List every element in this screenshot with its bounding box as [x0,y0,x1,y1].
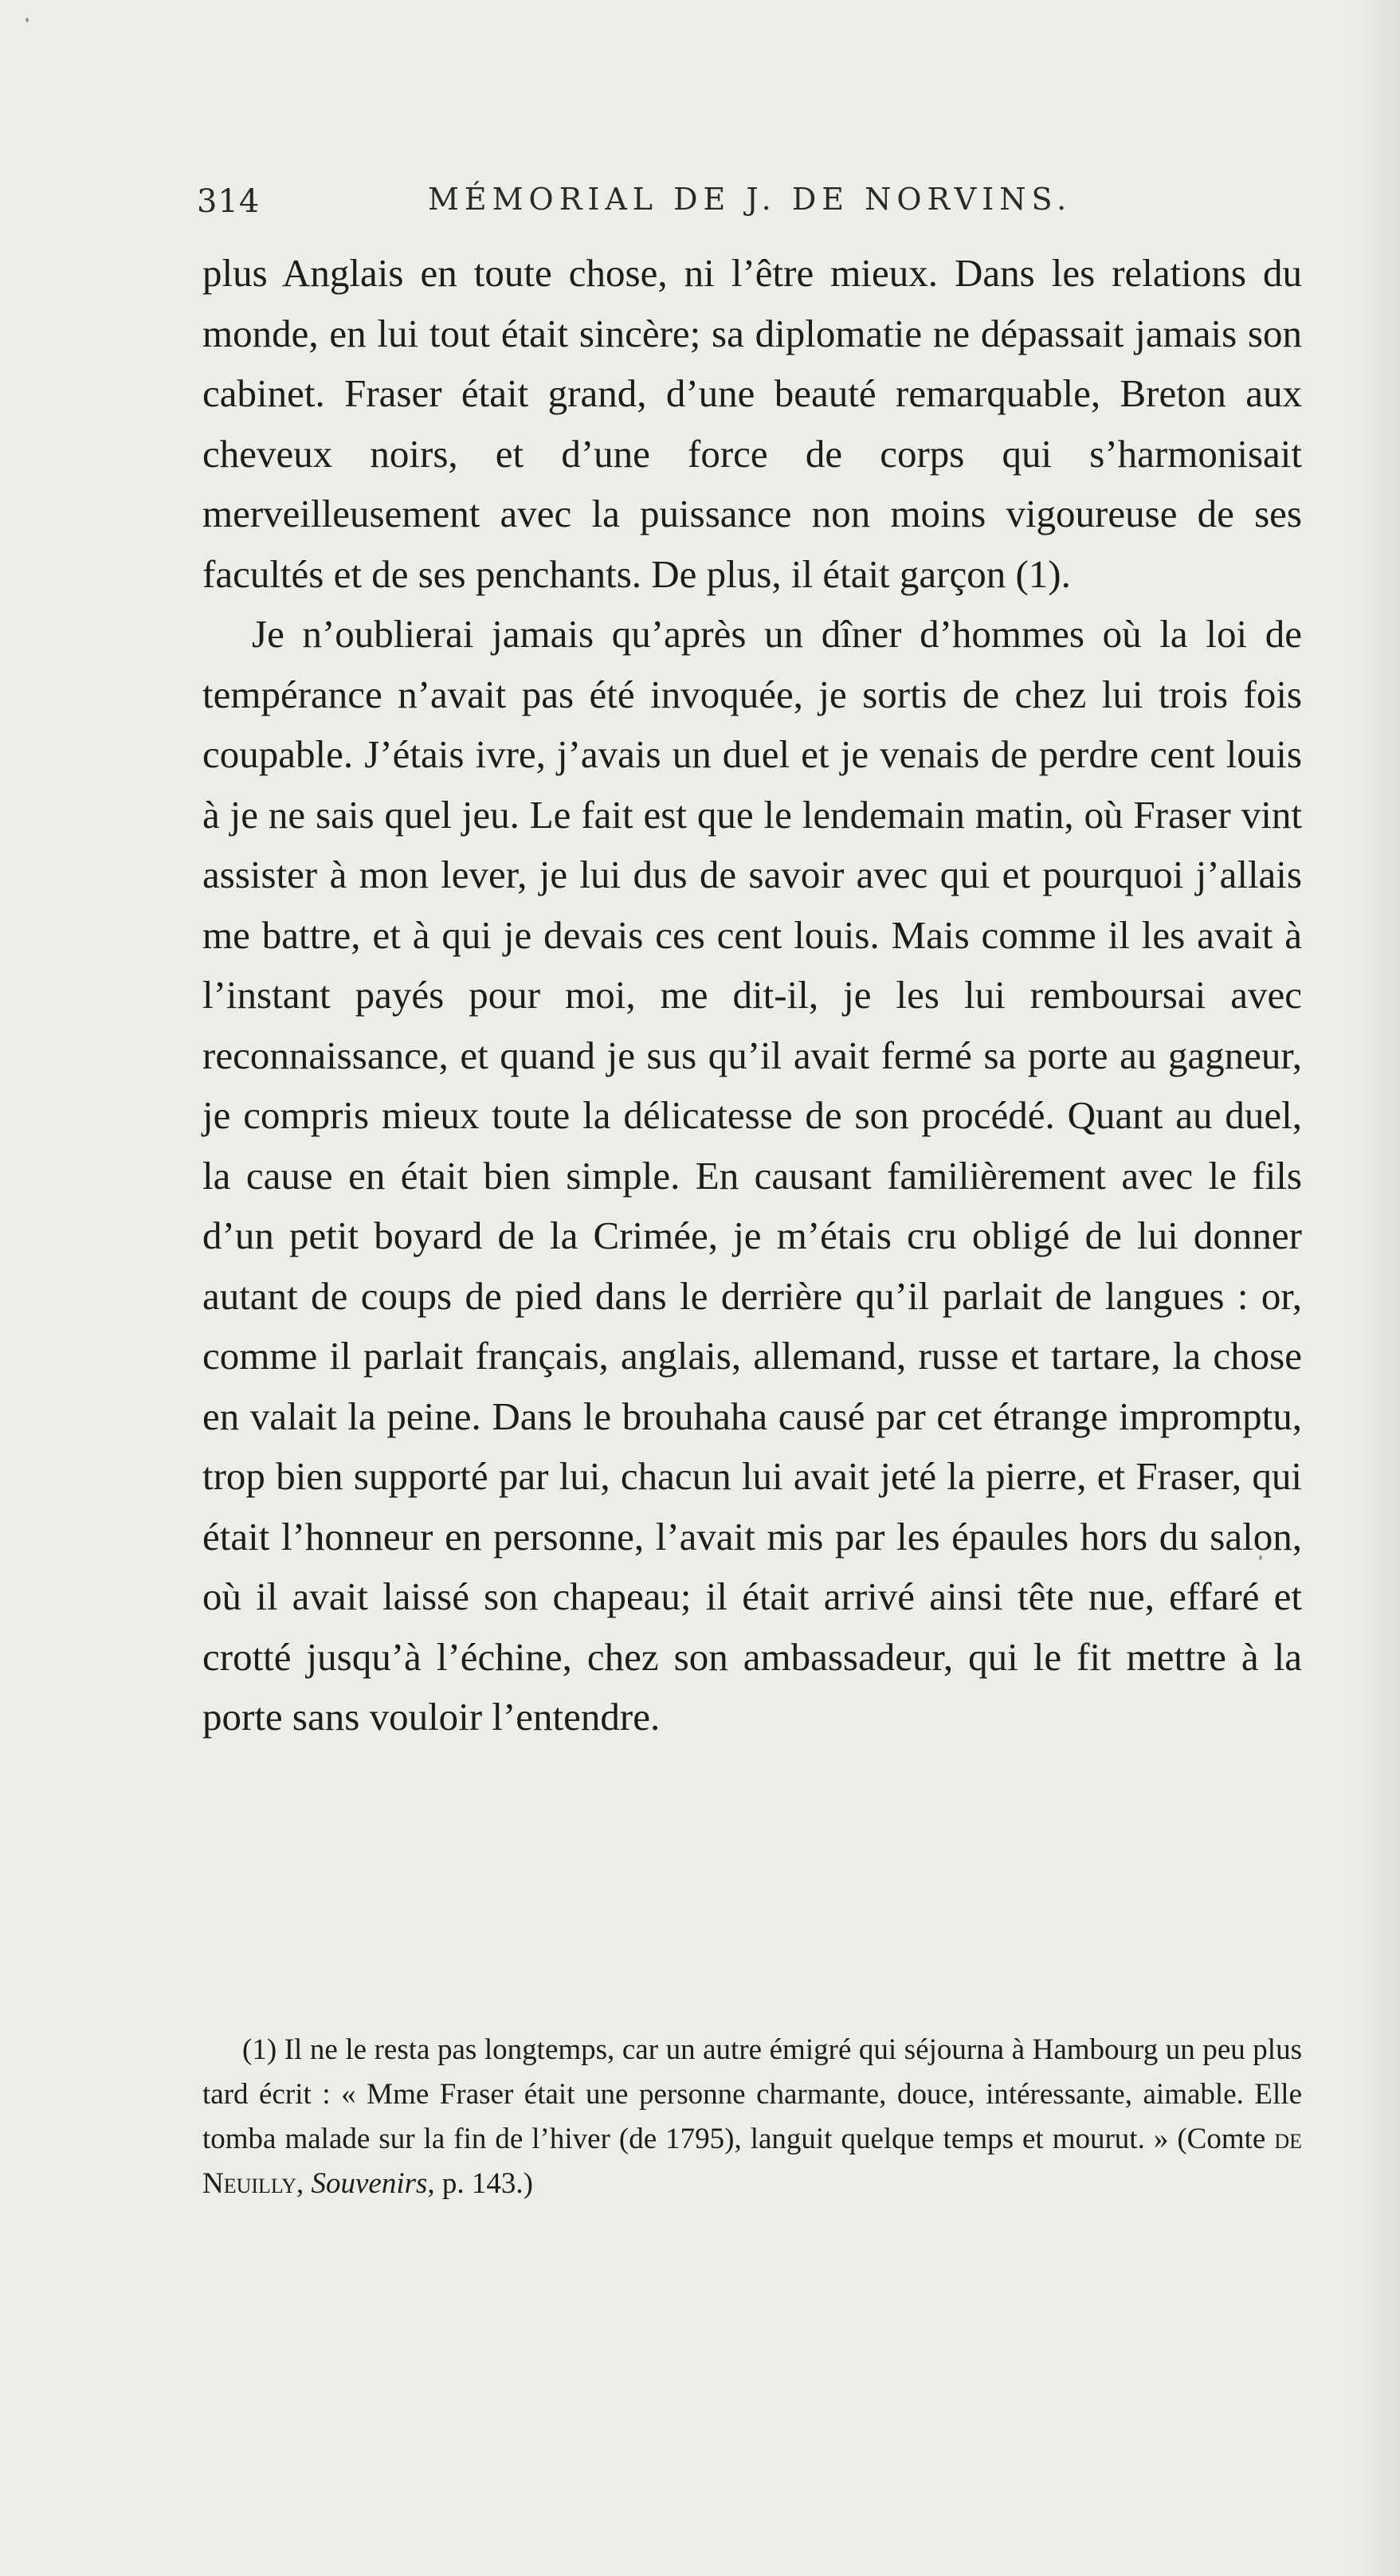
paper-speck [25,18,29,22]
page-edge-shadow [1352,0,1400,2576]
footnote [202,2028,1302,2206]
footnote-work-title: Souvenirs [311,2167,428,2200]
page-number: 314 [197,183,261,220]
footnote-author-particle: de [1274,2123,1303,2155]
footnote-body: (1) Il ne le resta pas longtemps, car un autre émigré qui séjourna à Hambourg un peu plus tard écrit : « Mme Fraser était une personne charmante, douce, intéressante, aimable. Elle tomba malade sur la fin de l’hiver (de 1795), languit quelque temps et mourut. » (Comte [202,2033,1302,2155]
footnote-citation: , p. 143.) [427,2167,533,2200]
running-title: MÉMORIAL DE J. DE NORVINS. [428,182,1073,217]
main-text [202,243,1302,1747]
paragraph-anecdote: Je n’oublierai jamais qu’après un dîner d’hommes où la loi de tempérance n’avait pas été invoquée, je sortis de chez lui trois fois coupable. J’étais ivre, j’avais un duel et je venais de perdre cent louis à je ne sais quel jeu. Le fait est que le lendemain matin, où Fraser vint assister à mon lever, je lui dus de savoir avec qui et pourquoi j’allais me battre, et à qui je devais ces cent louis. Mais comme il les avait à l’instant payés pour moi, me dit-il, je les lui remboursai avec reconnaissance, et quand je sus qu’il avait fermé sa porte au gagneur, je compris mieux toute la délicatesse de son procédé. Quant au duel, la cause en était bien simple. En causant familièrement avec le fils d’un petit boyard de la Crimée, je m’étais cru obligé de lui donner autant de coups de pied dans le derrière qu’il parlait de langues : or, comme il parlait français, anglais, allemand, russe et tartare, la chose en valait la peine. Dans le brouhaha causé par cet étrange impromptu, trop bien supporté par lui, chacun lui avait jeté la pierre, et Fraser, qui était l’honneur en personne, l’avait mis par les épaules hors du salon, où il avait laissé son chapeau; il était arrivé ainsi tête nue, effaré et crotté jusqu’à l’échine, chez son ambassadeur, qui le fit mettre à la porte sans vouloir l’entendre. [202,612,1302,1739]
footnote-text: (1) Il ne le resta pas longtemps, car un autre émigré qui séjourna à Hambourg un peu plus tard écrit : « Mme Fraser était une personne charmante, douce, intéressante, aimable. Elle tomba malade sur la fin de l’hiver (de 1795), languit quelque temps et mourut. » (Comte de Neuilly, Souvenirs, p. 143.) [202,2033,1303,2200]
paragraph-continuation: plus Anglais en toute chose, ni l’être mieux. Dans les relations du monde, en lui tout était sincère; sa diplomatie ne dépassait jamais son cabinet. Fraser était grand, d’une beauté remarquable, Breton aux cheveux noirs, et d’une force de corps qui s’harmonisait merveilleusement avec la puissance non moins vigoureuse de ses facultés et de ses penchants. De plus, il était garçon (1). [202,251,1302,596]
footnote-author-name: Neuilly [202,2167,296,2200]
page-header [197,177,1089,225]
